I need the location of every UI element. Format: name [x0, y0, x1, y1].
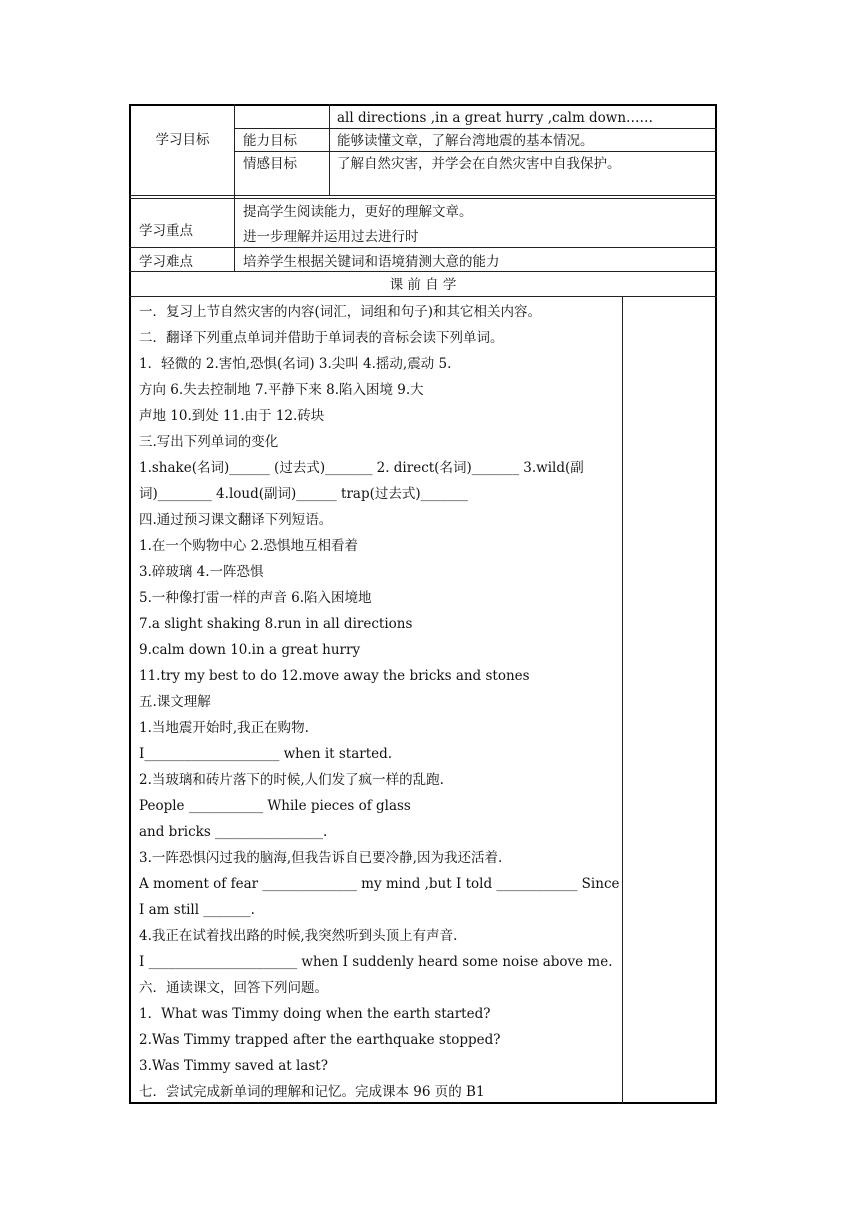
body-line: 声地 10.到处 11.由于 12.砖块	[139, 408, 325, 424]
emotion-label: 情感目标	[243, 156, 297, 172]
body-line: 1.当地震开始时,我正在购物.	[139, 720, 309, 736]
row-rule-objectives-end-2	[129, 198, 717, 199]
body-line: 一．复习上节自然灾害的内容(词汇，词组和句子)和其它相关内容。	[139, 304, 542, 320]
body-line: 六．通读课文，回答下列问题。	[139, 980, 328, 996]
row-rule-title-end	[129, 296, 717, 297]
knowledge-content: all directions ,in a great hurry ,calm down……	[337, 110, 654, 126]
body-line: A moment of fear ______________ my mind ,but I told ____________ Since	[139, 876, 620, 892]
body-line: I____________________ when it started.	[139, 746, 393, 762]
body-line: I am still _______.	[139, 902, 255, 918]
row-rule-2	[234, 151, 717, 152]
focus-line-1: 提高学生阅读能力，更好的理解文章。	[243, 204, 473, 220]
body-line: 11.try my best to do 12.move away the bricks and stones	[139, 668, 530, 684]
col-divider-sublabel	[329, 104, 330, 195]
body-line: 方向 6.失去控制地 7.平静下来 8.陷入困境 9.大	[139, 382, 424, 398]
table-border-bottom	[129, 1102, 717, 1104]
row-rule-focus-end	[129, 247, 717, 248]
body-line: 3.碎玻璃 4.一阵恐惧	[139, 564, 264, 580]
body-line: 2.Was Timmy trapped after the earthquake stopped?	[139, 1032, 501, 1048]
body-line: 3.Was Timmy saved at last?	[139, 1058, 328, 1074]
focus-label: 学习重点	[139, 223, 193, 239]
difficulty-label: 学习难点	[139, 254, 193, 270]
body-line: and bricks ________________.	[139, 824, 328, 840]
ability-content: 能够读懂文章，了解台湾地震的基本情况。	[337, 133, 594, 149]
objectives-label: 学习目标	[155, 132, 210, 148]
body-line: 五.课文理解	[139, 694, 211, 710]
section-title: 课 前 自 学	[389, 277, 457, 293]
focus-line-2: 进一步理解并运用过去进行时	[243, 229, 419, 245]
difficulty-content: 培养学生根据关键词和语境猜测大意的能力	[243, 254, 500, 270]
col-divider-notes	[622, 296, 623, 1103]
table-border-right	[715, 104, 717, 1104]
body-line: I ______________________ when I suddenly heard some noise above me.	[139, 954, 613, 970]
body-line: 1．轻微的 2.害怕,恐惧(名词) 3.尖叫 4.摇动,震动 5.	[139, 356, 452, 372]
row-rule-objectives-end	[129, 195, 717, 196]
ability-label: 能力目标	[243, 133, 297, 149]
body-line: 7.a slight shaking 8.run in all directions	[139, 616, 413, 632]
body-line: 1.在一个购物中心 2.恐惧地互相看着	[139, 538, 359, 554]
body-line: 9.calm down 10.in a great hurry	[139, 642, 361, 658]
body-line: 5.一种像打雷一样的声音 6.陷入困境地	[139, 590, 372, 606]
row-rule-1	[234, 128, 717, 129]
body-line: 3.一阵恐惧闪过我的脑海,但我告诉自已要冷静,因为我还活着.	[139, 850, 503, 866]
body-line: 4.我正在试着找出路的时候,我突然听到头顶上有声音.	[139, 928, 458, 944]
table-border-top	[129, 104, 717, 106]
body-line: 二．翻译下列重点单词并借助于单词表的音标会读下列单词。	[139, 330, 504, 346]
body-line: People ___________ While pieces of glass	[139, 798, 411, 814]
emotion-content: 了解自然灾害，并学会在自然灾害中自我保护。	[337, 156, 621, 172]
body-line: 2.当玻璃和砖片落下的时候,人们发了疯一样的乱跑.	[139, 772, 444, 788]
body-line: 七．尝试完成新单词的理解和记忆。完成课本 96 页的 B1	[139, 1084, 485, 1100]
body-line: 词)________ 4.loud(副词)______ trap(过去式)_______	[139, 486, 468, 502]
body-line: 1．What was Timmy doing when the earth started?	[139, 1006, 491, 1022]
body-line: 四.通过预习课文翻译下列短语。	[139, 512, 333, 528]
table-border-left	[129, 104, 131, 1104]
col-divider-label	[234, 104, 235, 271]
body-line: 1.shake(名词)______ (过去式)_______ 2. direct(名词)_______ 3.wild(副	[139, 460, 584, 476]
body-line: 三.写出下列单词的变化	[139, 434, 279, 450]
